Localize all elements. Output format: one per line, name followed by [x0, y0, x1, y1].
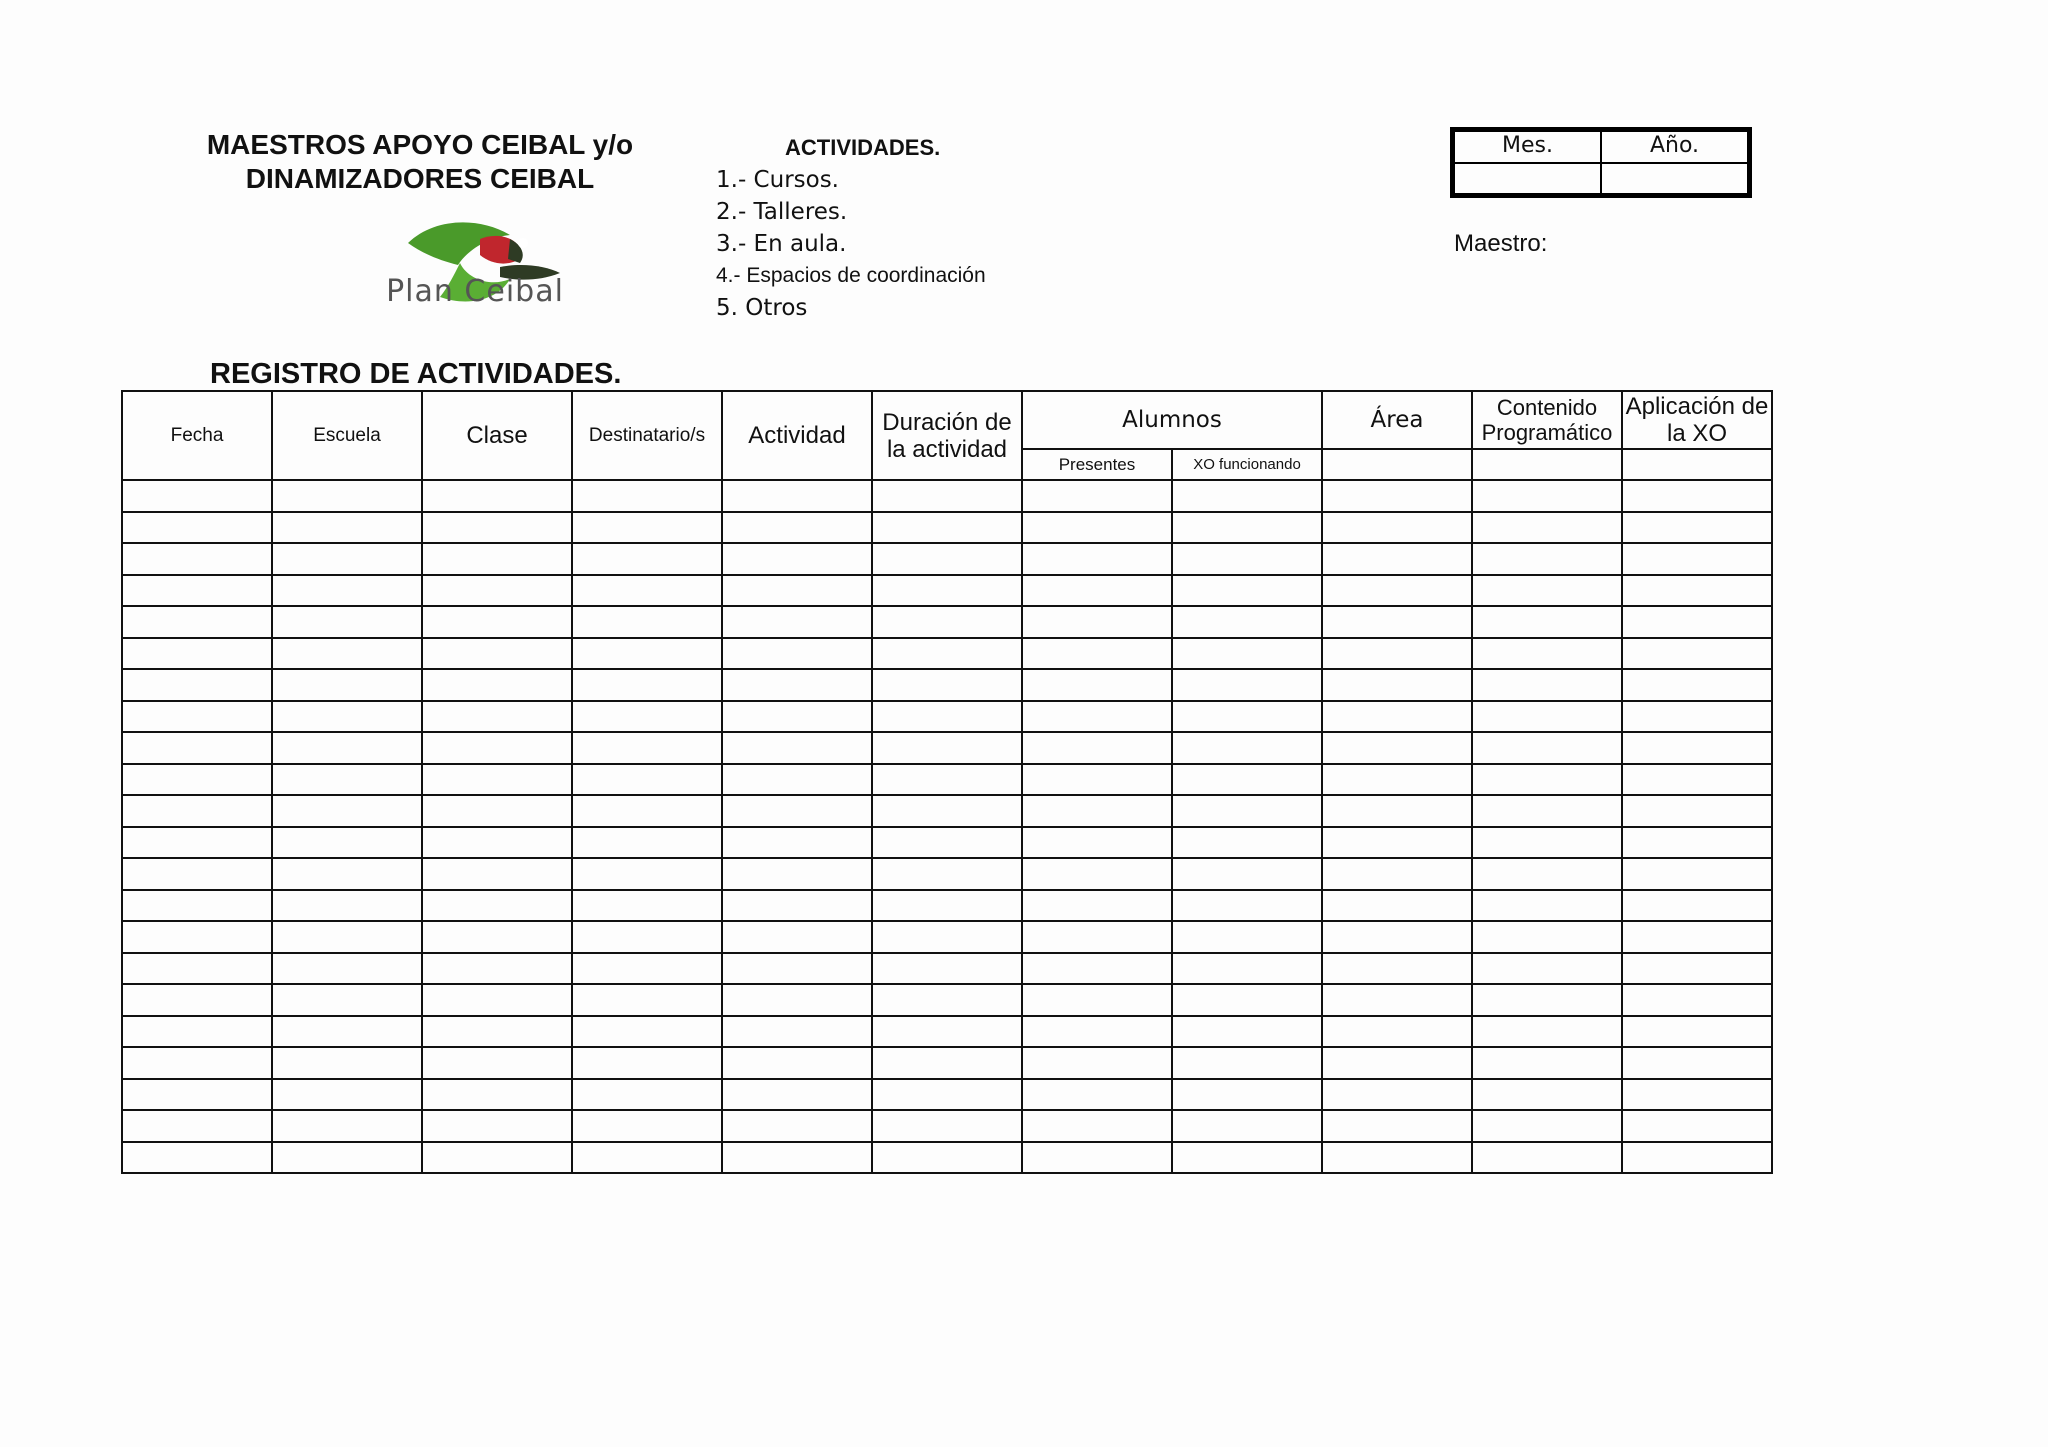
header-blank-cell	[1622, 449, 1772, 480]
table-cell[interactable]	[1472, 1016, 1622, 1048]
table-cell[interactable]	[1172, 984, 1322, 1016]
month-label: Mes.	[1454, 131, 1601, 163]
table-cell[interactable]	[872, 1079, 1022, 1111]
table-cell[interactable]	[1472, 890, 1622, 922]
table-cell[interactable]	[572, 1110, 722, 1142]
table-cell[interactable]	[722, 827, 872, 859]
table-cell[interactable]	[722, 512, 872, 544]
table-cell[interactable]	[1622, 858, 1772, 890]
table-row	[122, 890, 1772, 922]
table-cell[interactable]	[1172, 732, 1322, 764]
table-cell[interactable]	[122, 1142, 272, 1174]
activity-item: 2.- Talleres.	[716, 199, 848, 225]
table-row	[122, 921, 1772, 953]
table-cell[interactable]	[1322, 984, 1472, 1016]
table-cell[interactable]	[422, 1110, 572, 1142]
table-cell[interactable]	[122, 1047, 272, 1079]
table-cell[interactable]	[872, 984, 1022, 1016]
table-cell[interactable]	[1172, 1110, 1322, 1142]
table-cell[interactable]	[872, 701, 1022, 733]
table-cell[interactable]	[1622, 1016, 1772, 1048]
register-title: REGISTRO DE ACTIVIDADES.	[210, 358, 622, 390]
table-cell[interactable]	[1622, 638, 1772, 670]
table-row	[122, 827, 1772, 859]
table-cell[interactable]	[1622, 1079, 1772, 1111]
table-cell[interactable]	[1022, 1047, 1172, 1079]
table-cell[interactable]	[1022, 890, 1172, 922]
table-cell[interactable]	[1022, 512, 1172, 544]
table-cell[interactable]	[872, 512, 1022, 544]
table-cell[interactable]	[572, 575, 722, 607]
table-cell[interactable]	[1622, 575, 1772, 607]
table-cell[interactable]	[1472, 1047, 1622, 1079]
table-cell[interactable]	[722, 638, 872, 670]
table-cell[interactable]	[1622, 512, 1772, 544]
table-cell[interactable]	[722, 921, 872, 953]
table-cell[interactable]	[122, 732, 272, 764]
table-cell[interactable]	[1172, 953, 1322, 985]
table-cell[interactable]	[122, 921, 272, 953]
table-row	[122, 575, 1772, 607]
table-cell[interactable]	[1022, 732, 1172, 764]
table-cell[interactable]	[572, 953, 722, 985]
table-cell[interactable]	[1622, 890, 1772, 922]
table-cell[interactable]	[572, 480, 722, 512]
table-cell[interactable]	[1622, 701, 1772, 733]
title-line-2: DINAMIZADORES CEIBAL	[245, 163, 595, 194]
table-cell[interactable]	[872, 480, 1022, 512]
col-header-aplicacion: Aplicación de la XO	[1622, 391, 1772, 449]
table-cell[interactable]	[722, 858, 872, 890]
activity-item: 4.- Espacios de coordinación	[716, 264, 986, 287]
table-cell[interactable]	[572, 701, 722, 733]
table-cell[interactable]	[1472, 764, 1622, 796]
year-field[interactable]	[1601, 163, 1748, 195]
table-cell[interactable]	[122, 701, 272, 733]
table-row	[122, 669, 1772, 701]
table-cell[interactable]	[422, 701, 572, 733]
table-cell[interactable]	[272, 984, 422, 1016]
table-cell[interactable]	[1172, 921, 1322, 953]
table-cell[interactable]	[272, 1142, 422, 1174]
col-header-duracion: Duración de la actividad	[872, 391, 1022, 480]
table-cell[interactable]	[722, 732, 872, 764]
table-cell[interactable]	[1172, 827, 1322, 859]
table-cell[interactable]	[422, 669, 572, 701]
table-cell[interactable]	[122, 795, 272, 827]
table-cell[interactable]	[1622, 606, 1772, 638]
table-cell[interactable]	[422, 732, 572, 764]
table-cell[interactable]	[122, 1079, 272, 1111]
table-cell[interactable]	[572, 606, 722, 638]
table-cell[interactable]	[422, 606, 572, 638]
table-cell[interactable]	[572, 1047, 722, 1079]
logo-wordmark: Plan Ceibal	[386, 274, 564, 309]
table-cell[interactable]	[1472, 669, 1622, 701]
table-cell[interactable]	[1022, 575, 1172, 607]
table-cell[interactable]	[422, 827, 572, 859]
table-cell[interactable]	[272, 1079, 422, 1111]
table-cell[interactable]	[1172, 1079, 1322, 1111]
maestro-label: Maestro:	[1454, 230, 1548, 257]
table-cell[interactable]	[1322, 890, 1472, 922]
header-blank-cell	[1322, 449, 1472, 480]
table-cell[interactable]	[872, 669, 1022, 701]
table-cell[interactable]	[1472, 795, 1622, 827]
table-cell[interactable]	[1622, 795, 1772, 827]
table-cell[interactable]	[1022, 606, 1172, 638]
table-row	[122, 1079, 1772, 1111]
table-cell[interactable]	[1472, 701, 1622, 733]
table-cell[interactable]	[422, 921, 572, 953]
table-cell[interactable]	[1322, 827, 1472, 859]
table-cell[interactable]	[1022, 858, 1172, 890]
table-cell[interactable]	[722, 764, 872, 796]
table-cell[interactable]	[422, 1047, 572, 1079]
table-cell[interactable]	[272, 1047, 422, 1079]
table-cell[interactable]	[272, 827, 422, 859]
col-header-fecha: Fecha	[122, 391, 272, 480]
table-cell[interactable]	[572, 795, 722, 827]
table-cell[interactable]	[1022, 827, 1172, 859]
table-cell[interactable]	[1472, 732, 1622, 764]
table-cell[interactable]	[1472, 984, 1622, 1016]
table-cell[interactable]	[722, 953, 872, 985]
table-cell[interactable]	[572, 732, 722, 764]
table-cell[interactable]	[272, 953, 422, 985]
table-cell[interactable]	[1472, 921, 1622, 953]
table-cell[interactable]	[122, 858, 272, 890]
table-cell[interactable]	[1322, 606, 1472, 638]
activities-title: ACTIVIDADES.	[785, 135, 941, 160]
table-cell[interactable]	[1172, 512, 1322, 544]
table-cell[interactable]	[1172, 890, 1322, 922]
table-row	[122, 1142, 1772, 1174]
table-cell[interactable]	[1022, 638, 1172, 670]
table-cell[interactable]	[1172, 638, 1322, 670]
table-cell[interactable]	[572, 764, 722, 796]
table-cell[interactable]	[722, 575, 872, 607]
table-cell[interactable]	[572, 1079, 722, 1111]
table-cell[interactable]	[272, 638, 422, 670]
table-cell[interactable]	[272, 480, 422, 512]
table-cell[interactable]	[722, 1047, 872, 1079]
table-row	[122, 543, 1772, 575]
table-cell[interactable]	[272, 543, 422, 575]
table-cell[interactable]	[1472, 827, 1622, 859]
table-row	[122, 984, 1772, 1016]
table-cell[interactable]	[872, 858, 1022, 890]
table-cell[interactable]	[872, 921, 1022, 953]
table-cell[interactable]	[872, 827, 1022, 859]
table-cell[interactable]	[872, 1047, 1022, 1079]
table-cell[interactable]	[422, 858, 572, 890]
table-cell[interactable]	[572, 1016, 722, 1048]
table-cell[interactable]	[1172, 858, 1322, 890]
table-row	[122, 1016, 1772, 1048]
col-header-xo-funcionando: XO funcionando	[1172, 449, 1322, 480]
page-header-title	[150, 128, 690, 196]
table-cell[interactable]	[422, 1016, 572, 1048]
activity-item: 3.- En aula.	[716, 231, 847, 257]
table-cell[interactable]	[122, 543, 272, 575]
table-row	[122, 512, 1772, 544]
col-header-destinatarios: Destinatario/s	[572, 391, 722, 480]
table-cell[interactable]	[1622, 543, 1772, 575]
table-cell[interactable]	[1622, 764, 1772, 796]
table-cell[interactable]	[1472, 512, 1622, 544]
table-cell[interactable]	[722, 701, 872, 733]
table-cell[interactable]	[1472, 480, 1622, 512]
table-cell[interactable]	[1022, 701, 1172, 733]
table-cell[interactable]	[1472, 543, 1622, 575]
table-cell[interactable]	[422, 984, 572, 1016]
table-cell[interactable]	[272, 732, 422, 764]
table-cell[interactable]	[872, 795, 1022, 827]
table-cell[interactable]	[1622, 669, 1772, 701]
table-cell[interactable]	[872, 1142, 1022, 1174]
table-cell[interactable]	[1622, 1142, 1772, 1174]
col-header-contenido: Contenido Programático	[1472, 391, 1622, 449]
table-row	[122, 1110, 1772, 1142]
table-cell[interactable]	[1022, 953, 1172, 985]
table-cell[interactable]	[1322, 638, 1472, 670]
table-cell[interactable]	[422, 953, 572, 985]
title-line-1: MAESTROS APOYO CEIBAL y/o	[206, 129, 634, 160]
table-cell[interactable]	[1472, 1110, 1622, 1142]
table-cell[interactable]	[422, 575, 572, 607]
table-cell[interactable]	[1622, 480, 1772, 512]
table-cell[interactable]	[1472, 606, 1622, 638]
table-cell[interactable]	[422, 480, 572, 512]
table-cell[interactable]	[572, 512, 722, 544]
table-cell[interactable]	[272, 764, 422, 796]
table-cell[interactable]	[1022, 669, 1172, 701]
table-cell[interactable]	[872, 1110, 1022, 1142]
table-cell[interactable]	[1172, 795, 1322, 827]
table-cell[interactable]	[272, 921, 422, 953]
col-header-clase: Clase	[422, 391, 572, 480]
activity-item: 1.- Cursos.	[716, 167, 839, 193]
table-cell[interactable]	[1022, 1079, 1172, 1111]
table-row	[122, 701, 1772, 733]
table-cell[interactable]	[1622, 984, 1772, 1016]
table-cell[interactable]	[122, 890, 272, 922]
table-cell[interactable]	[1022, 1110, 1172, 1142]
table-cell[interactable]	[1322, 701, 1472, 733]
table-cell[interactable]	[572, 669, 722, 701]
table-row	[122, 480, 1772, 512]
col-header-alumnos: Alumnos	[1022, 391, 1322, 449]
activities-register-table	[121, 390, 1773, 1174]
table-cell[interactable]	[572, 638, 722, 670]
table-cell[interactable]	[572, 858, 722, 890]
table-cell[interactable]	[122, 512, 272, 544]
table-cell[interactable]	[1322, 543, 1472, 575]
table-cell[interactable]	[872, 606, 1022, 638]
table-cell[interactable]	[1622, 1110, 1772, 1142]
table-cell[interactable]	[1322, 669, 1472, 701]
table-cell[interactable]	[1322, 858, 1472, 890]
table-cell[interactable]	[1172, 606, 1322, 638]
table-cell[interactable]	[1322, 480, 1472, 512]
register-body	[122, 480, 1772, 1173]
table-cell[interactable]	[872, 953, 1022, 985]
table-cell[interactable]	[422, 795, 572, 827]
table-cell[interactable]	[872, 638, 1022, 670]
col-header-area: Área	[1322, 391, 1472, 449]
table-cell[interactable]	[572, 921, 722, 953]
table-cell[interactable]	[722, 1016, 872, 1048]
table-cell[interactable]	[1322, 1110, 1472, 1142]
table-cell[interactable]	[422, 764, 572, 796]
table-cell[interactable]	[1322, 1016, 1472, 1048]
table-row	[122, 638, 1772, 670]
table-cell[interactable]	[122, 827, 272, 859]
table-cell[interactable]	[1472, 638, 1622, 670]
table-cell[interactable]	[122, 606, 272, 638]
table-cell[interactable]	[572, 543, 722, 575]
table-cell[interactable]	[1172, 1016, 1322, 1048]
table-cell[interactable]	[1172, 764, 1322, 796]
table-cell[interactable]	[1472, 1079, 1622, 1111]
table-cell[interactable]	[722, 1079, 872, 1111]
table-cell[interactable]	[122, 480, 272, 512]
activity-item: 5. Otros	[716, 295, 808, 321]
table-cell[interactable]	[722, 1142, 872, 1174]
table-cell[interactable]	[1022, 543, 1172, 575]
table-row	[122, 953, 1772, 985]
table-cell[interactable]	[1472, 953, 1622, 985]
table-cell[interactable]	[1322, 732, 1472, 764]
table-cell[interactable]	[272, 1110, 422, 1142]
table-cell[interactable]	[722, 669, 872, 701]
table-row	[122, 606, 1772, 638]
table-cell[interactable]	[1022, 1016, 1172, 1048]
table-cell[interactable]	[1172, 575, 1322, 607]
table-cell[interactable]	[122, 1110, 272, 1142]
table-cell[interactable]	[1022, 1142, 1172, 1174]
table-cell[interactable]	[122, 953, 272, 985]
table-cell[interactable]	[1172, 480, 1322, 512]
month-field[interactable]	[1454, 163, 1601, 195]
table-cell[interactable]	[1022, 795, 1172, 827]
table-cell[interactable]	[722, 1110, 872, 1142]
table-cell[interactable]	[1172, 701, 1322, 733]
table-cell[interactable]	[272, 858, 422, 890]
table-cell[interactable]	[272, 890, 422, 922]
table-row	[122, 732, 1772, 764]
table-cell[interactable]	[1622, 953, 1772, 985]
table-cell[interactable]	[272, 512, 422, 544]
table-cell[interactable]	[722, 606, 872, 638]
table-cell[interactable]	[722, 795, 872, 827]
table-cell[interactable]	[272, 701, 422, 733]
table-cell[interactable]	[122, 1016, 272, 1048]
table-cell[interactable]	[572, 827, 722, 859]
table-row	[122, 1047, 1772, 1079]
table-cell[interactable]	[722, 890, 872, 922]
table-cell[interactable]	[122, 575, 272, 607]
table-cell[interactable]	[572, 1142, 722, 1174]
table-cell[interactable]	[872, 890, 1022, 922]
table-cell[interactable]	[1472, 858, 1622, 890]
col-header-presentes: Presentes	[1022, 449, 1172, 480]
table-cell[interactable]	[872, 543, 1022, 575]
table-cell[interactable]	[1022, 480, 1172, 512]
table-cell[interactable]	[122, 669, 272, 701]
table-cell[interactable]	[1322, 575, 1472, 607]
table-cell[interactable]	[1022, 764, 1172, 796]
table-cell[interactable]	[422, 1142, 572, 1174]
table-cell[interactable]	[572, 984, 722, 1016]
table-cell[interactable]	[872, 764, 1022, 796]
table-cell[interactable]	[1622, 732, 1772, 764]
table-cell[interactable]	[1022, 984, 1172, 1016]
table-cell[interactable]	[272, 575, 422, 607]
month-year-box	[1450, 127, 1752, 198]
table-cell[interactable]	[1172, 1047, 1322, 1079]
table-row	[122, 795, 1772, 827]
table-cell[interactable]	[422, 512, 572, 544]
table-cell[interactable]	[422, 638, 572, 670]
table-row	[122, 764, 1772, 796]
table-cell[interactable]	[572, 890, 722, 922]
table-cell[interactable]	[122, 984, 272, 1016]
table-cell[interactable]	[1322, 953, 1472, 985]
year-label: Año.	[1601, 131, 1748, 163]
table-cell[interactable]	[1622, 827, 1772, 859]
table-cell[interactable]	[872, 732, 1022, 764]
table-cell[interactable]	[1322, 512, 1472, 544]
table-cell[interactable]	[272, 606, 422, 638]
table-row	[122, 858, 1772, 890]
table-cell[interactable]	[1322, 795, 1472, 827]
activities-list	[716, 164, 986, 324]
header-blank-cell	[1472, 449, 1622, 480]
table-cell[interactable]	[872, 1016, 1022, 1048]
table-cell[interactable]	[1322, 764, 1472, 796]
table-cell[interactable]	[422, 890, 572, 922]
col-header-escuela: Escuela	[272, 391, 422, 480]
table-cell[interactable]	[1322, 1142, 1472, 1174]
table-cell[interactable]	[122, 638, 272, 670]
table-cell[interactable]	[1322, 1047, 1472, 1079]
table-cell[interactable]	[122, 764, 272, 796]
table-cell[interactable]	[1622, 1047, 1772, 1079]
table-cell[interactable]	[1322, 1079, 1472, 1111]
table-cell[interactable]	[1472, 575, 1622, 607]
table-cell[interactable]	[722, 480, 872, 512]
table-cell[interactable]	[1472, 1142, 1622, 1174]
table-cell[interactable]	[722, 543, 872, 575]
table-cell[interactable]	[422, 1079, 572, 1111]
table-cell[interactable]	[272, 795, 422, 827]
table-cell[interactable]	[272, 1016, 422, 1048]
table-cell[interactable]	[1172, 1142, 1322, 1174]
table-cell[interactable]	[1622, 921, 1772, 953]
table-cell[interactable]	[1172, 543, 1322, 575]
table-cell[interactable]	[722, 984, 872, 1016]
table-cell[interactable]	[1322, 921, 1472, 953]
table-cell[interactable]	[422, 543, 572, 575]
table-cell[interactable]	[1022, 921, 1172, 953]
table-cell[interactable]	[1172, 669, 1322, 701]
col-header-actividad: Actividad	[722, 391, 872, 480]
table-cell[interactable]	[272, 669, 422, 701]
table-cell[interactable]	[872, 575, 1022, 607]
